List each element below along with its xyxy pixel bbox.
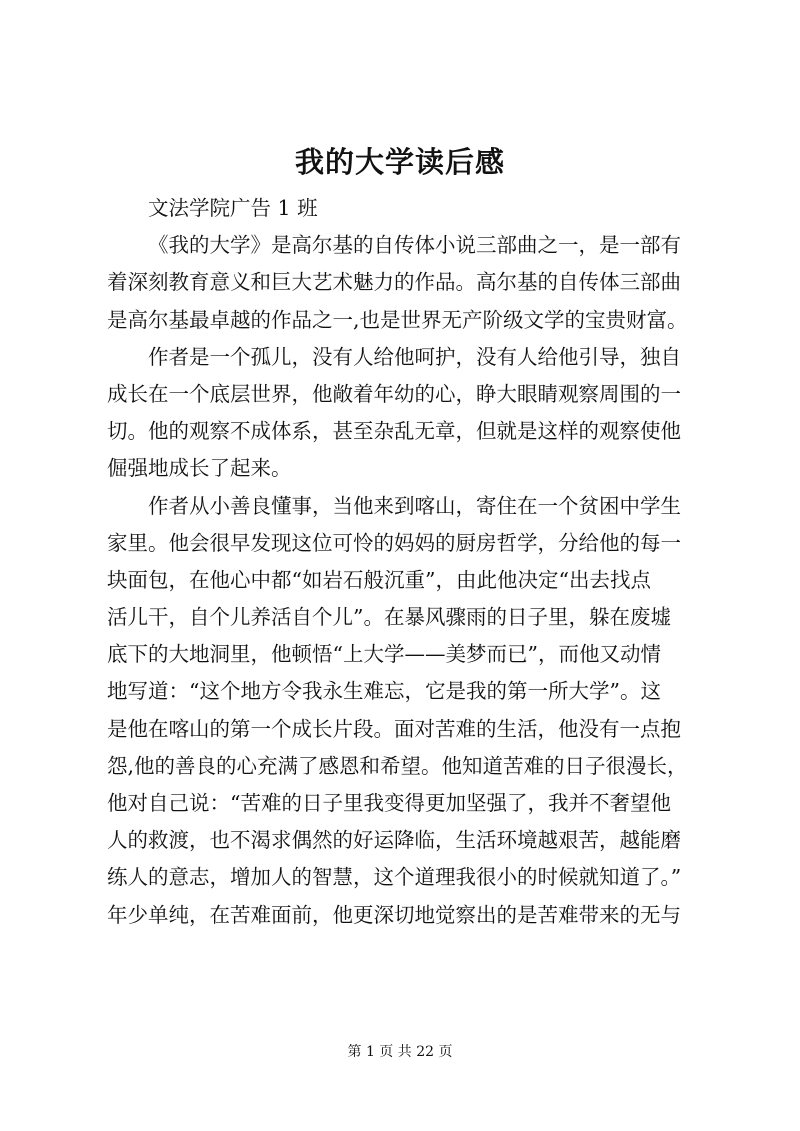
body-line: 地写道：“这个地方令我永生难忘，它是我的第一所大学”。这 [107,679,661,704]
document-body [107,190,707,934]
author-line: 文法学院广告 1 班 [148,196,318,220]
body-line: 着深刻教育意义和巨大艺术魅力的作品。高尔基的自传体三部曲 [107,270,681,295]
body-line: 作者是一个孤儿，没有人给他呵护，没有人给他引导，独自 [148,344,681,369]
body-line: 倔强地成长了起来。 [107,456,292,481]
body-line: 是他在喀山的第一个成长片段。面对苦难的生活，他没有一点抱 [107,716,681,741]
body-line: 他对自己说：“苦难的日子里我变得更加坚强了，我并不奢望他 [107,791,671,815]
body-line: 活儿干，自个儿养活自个儿”。在暴风骤雨的日子里，躲在废墟 [107,605,671,630]
body-line: 作者从小善良懂事，当他来到喀山，寄住在一个贫困中学生 [148,493,681,518]
document-title: 我的大学读后感 [294,145,505,179]
body-line: 练人的意志，增加人的智慧，这个道理我很小的时候就知道了。” [107,865,682,890]
body-line: 怨,他的善良的心充满了感恩和希望。他知道苦难的日子很漫长， [107,753,688,778]
body-line: 家里。他会很早发现这位可怜的妈妈的厨房哲学，分给他的每一 [107,530,681,555]
body-line: 块面包，在他心中都“如岩石般沉重”，由此他决定“出去找点 [107,567,651,592]
body-line: 切。他的观察不成体系，甚至杂乱无章，但就是这样的观察使他 [107,419,681,444]
body-line: 是高尔基最卓越的作品之一,也是世界无产阶级文学的宝贵财富。 [107,307,688,332]
body-line: 《我的大学》是高尔基的自传体小说三部曲之一，是一部有 [148,233,681,258]
body-line: 人的救渡，也不渴求偶然的好运降临，生活环境越艰苦，越能磨 [107,828,681,853]
page-number-footer: 第 1 页 共 22 页 [347,1044,453,1060]
body-line: 年少单纯，在苦难面前，他更深切地觉察出的是苦难带来的无与 [107,902,681,927]
body-line: 底下的大地洞里，他顿悟“上大学——美梦而已”，而他又动情 [107,642,661,667]
body-line: 成长在一个底层世界，他敞着年幼的心，睁大眼睛观察周围的一 [107,381,681,406]
